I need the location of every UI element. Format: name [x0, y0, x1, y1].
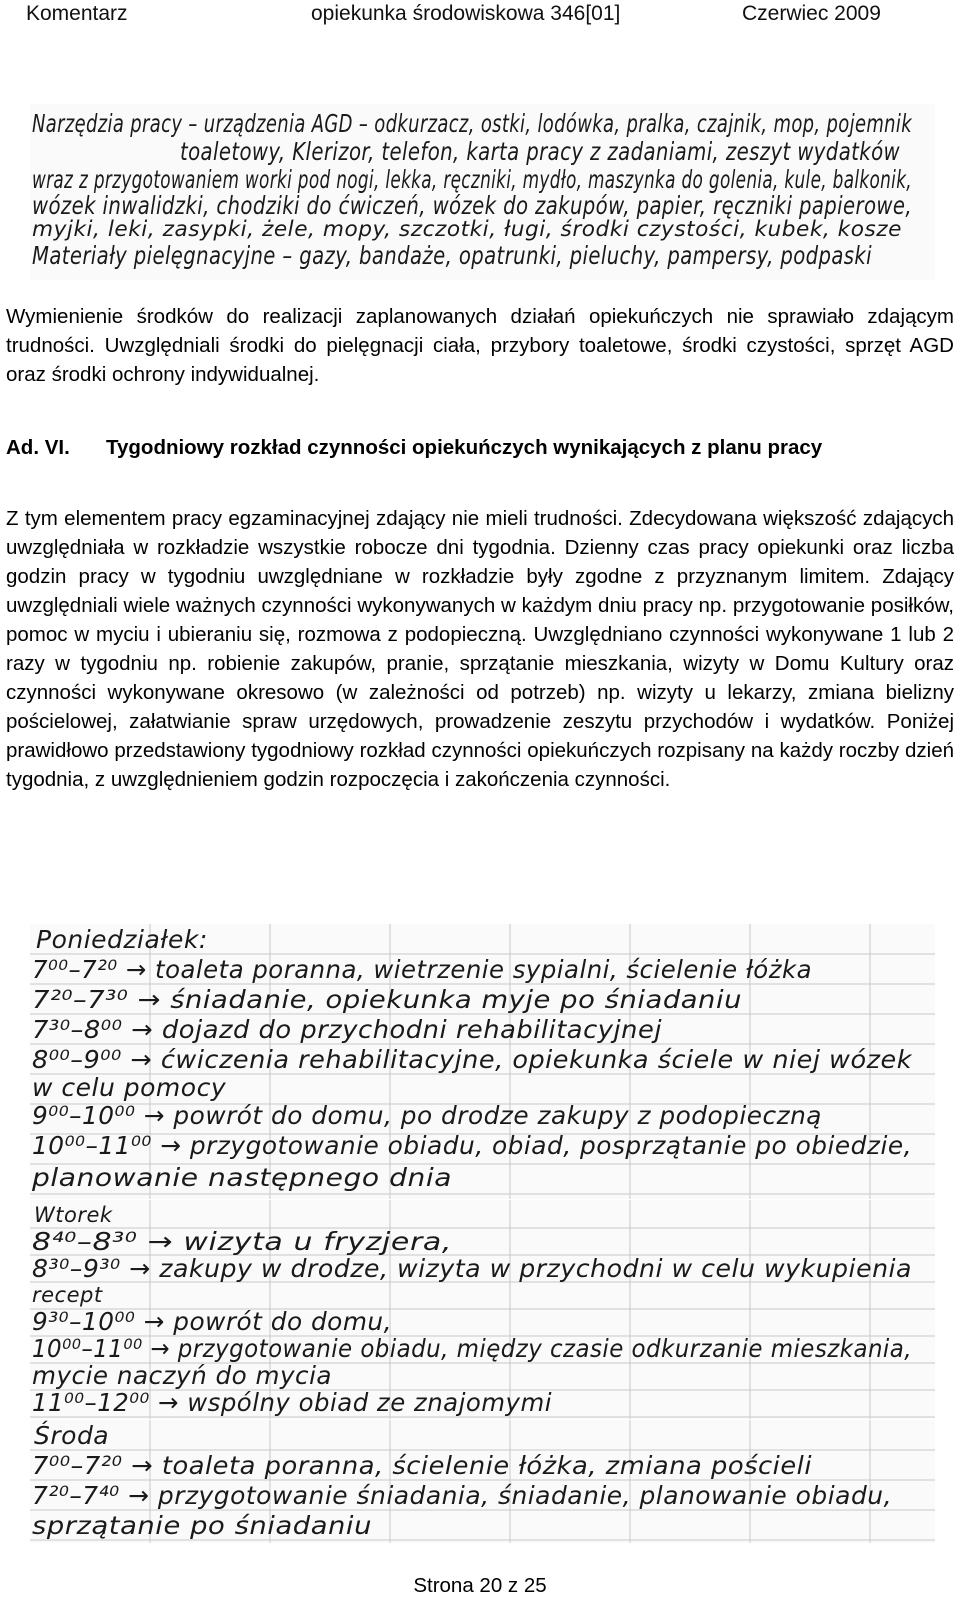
scan-line: 9³⁰–10⁰⁰ → powrót do domu, [32, 1307, 392, 1336]
page-number: Strona 20 z 25 [413, 1574, 547, 1597]
handwritten-scan-wednesday [30, 1420, 935, 1543]
paragraph-tools-summary: Wymienienie środków do realizacji zaplanowanych działań opiekuńczych nie sprawiało zdającym trudności. Uwzględniali środki do pielęgnacji ciała, przybory toaletowe, środki czystości, sprzęt AGD oraz środki ochrony indywidualnej. [6, 305, 954, 386]
scan-line: 8³⁰–9³⁰ → zakupy w drodze, wizyta w przychodni w celu wykupienia [32, 1254, 912, 1283]
scan-line: Środa [34, 1421, 110, 1450]
header-exam-title: opiekunka środowiskowa 346[01] [311, 2, 621, 25]
scan-line: 7⁰⁰–7²⁰ → toaleta poranna, ścielenie łóżka, zmiana pościeli [32, 1451, 812, 1480]
scan-line: Wtorek [34, 1203, 113, 1227]
scan-line: planowanie następnego dnia [30, 1163, 452, 1192]
scan-line: 8⁴⁰–8³⁰ → wizyta u fryzjera, [32, 1227, 452, 1256]
section-number: Ad. VI. [6, 436, 70, 459]
scan-line: 10⁰⁰–11⁰⁰ → przygotowanie obiadu, obiad, posprzątanie po obiedzie, [32, 1131, 912, 1160]
scan-line: 7²⁰–7⁴⁰ → przygotowanie śniadania, śniadanie, planowanie obiadu, [32, 1481, 892, 1510]
header-date: Czerwiec 2009 [742, 2, 881, 25]
handwritten-scan-tuesday [30, 1200, 935, 1419]
scan-line: Narzędzia pracy – urządzenia AGD – odkurzacz, ostki, lodówka, pralka, czajnik, mop, pojemnik [32, 109, 913, 138]
scan-line: sprzątanie po śniadaniu [32, 1511, 372, 1540]
paragraph-weekly-schedule-summary: Z tym elementem pracy egzaminacyjnej zdający nie mieli trudności. Zdecydowana większość zdających uwzględniała w rozkładzie wszystkie robocze dni tygodnia. Dzienny czas pracy opiekunki oraz liczba godzin pracy w tygodniu uwzględniane w rozkładzie były zgodne z przyznanym limitem. Zdający uwzględniali wiele ważnych czynności wykonywanych w każdym dniu pracy np. przygotowanie posiłków, pomoc w myciu i ubieraniu się, rozmowa z podopieczną. Uwzględniano czynności wykonywane 1 lub 2 razy w tygodniu np. robienie zakupów, pranie, sprzątanie mieszkania, wizyty w Domu Kultury oraz czynności wykonywane okresowo (w zależności od potrzeb) np. wizyty u lekarzy, zmiana bielizny pościelowej, załatwianie spraw urzędowych, prowadzenie zeszytu przychodów i wydatków. Poniżej prawidłowo przedstawiony tygodniowy rozkład czynności opiekuńczych rozpisany na każdy roczby dzień tygodnia, z uwzględnieniem godzin rozpoczęcia i zakończenia czynności. [6, 507, 954, 791]
header-document-type: Komentarz [26, 2, 128, 25]
scan-line: 8⁰⁰–9⁰⁰ → ćwiczenia rehabilitacyjne, opiekunka ściele w niej wózek [32, 1045, 914, 1074]
scan-line: 11⁰⁰–12⁰⁰ → wspólny obiad ze znajomymi [32, 1388, 552, 1417]
scan-line: wózek inwalidzki, chodziki do ćwiczeń, wózek do zakupów, papier, ręczniki papierowe, [32, 191, 913, 220]
scan-line: Materiały pielęgnacyjne – gazy, bandaże, opatrunki, pieluchy, pampersy, podpaski [32, 241, 872, 270]
handwritten-scan-tools [30, 104, 935, 280]
section-title: Tygodniowy rozkład czynności opiekuńczych wynikających z planu pracy [106, 436, 823, 459]
scan-line: toaletowy, Klerizor, telefon, karta pracy z zadaniami, zeszyt wydatków [180, 137, 901, 166]
scan-line: Poniedziałek: [36, 925, 208, 954]
scan-line: 7³⁰–8⁰⁰ → dojazd do przychodni rehabilitacyjnej [32, 1015, 662, 1044]
scan-line: recept [32, 1283, 103, 1307]
scan-line: 9⁰⁰–10⁰⁰ → powrót do domu, po drodze zakupy z podopieczną [32, 1101, 822, 1130]
handwritten-scan-monday [30, 924, 935, 1199]
scan-line: mycie naczyń do mycia [32, 1361, 332, 1390]
scan-line: wraz z przygotowaniem worki pod nogi, lekka, ręczniki, mydło, maszynka do golenia, kule, balkonik, [32, 165, 912, 194]
scan-line: w celu pomocy [32, 1073, 227, 1102]
page-header [0, 0, 960, 30]
scan-line: myjki, leki, zasypki, żele, mopy, szczotki, ługi, środki czystości, kubek, kosze [32, 217, 902, 241]
scan-line: 7⁰⁰–7²⁰ → toaleta poranna, wietrzenie sypialni, ścielenie łóżka [32, 955, 812, 984]
scan-line: 10⁰⁰–11⁰⁰ → przygotowanie obiadu, między czasie odkurzanie mieszkania, [32, 1334, 912, 1363]
scan-line: 7²⁰–7³⁰ → śniadanie, opiekunka myje po śniadaniu [32, 985, 742, 1014]
